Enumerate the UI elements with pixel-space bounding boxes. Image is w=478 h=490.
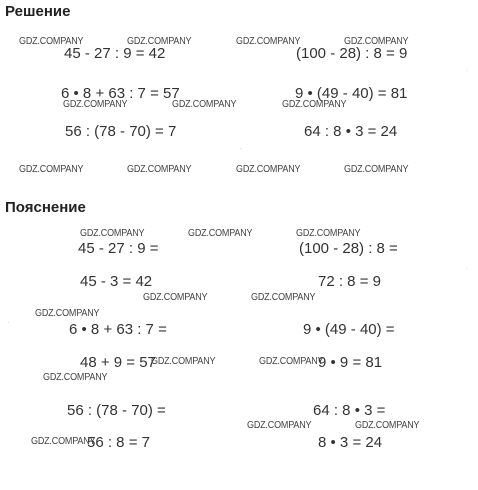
solution-equation-2: (100 - 28) : 8 = 9 [296,45,408,62]
scan-speck [466,70,467,71]
watermark-label: GDZ.COMPANY [143,292,208,303]
explanation-step-8: 9 • 9 = 81 [318,354,383,371]
solution-heading: Решение [5,3,71,20]
explanation-step-7: 48 + 9 = 57 [80,354,156,371]
explanation-step-1: 45 - 27 : 9 = [78,240,159,257]
watermark-label: GDZ.COMPANY [344,164,409,175]
scan-speck [8,322,9,323]
watermark-label: GDZ.COMPANY [247,420,312,431]
watermark-label: GDZ.COMPANY [236,36,301,47]
solution-equation-3: 6 • 8 + 63 : 7 = 57 [61,85,180,102]
watermark-label: GDZ.COMPANY [282,99,347,110]
watermark-label: GDZ.COMPANY [19,164,84,175]
watermark-label: GDZ.COMPANY [63,99,128,110]
explanation-step-11: 56 : 8 = 7 [87,434,150,451]
explanation-step-4: 72 : 8 = 9 [318,273,381,290]
explanation-step-12: 8 • 3 = 24 [318,434,383,451]
watermark-label: GDZ.COMPANY [43,372,108,383]
watermark-label: GDZ.COMPANY [35,308,100,319]
watermark-label: GDZ.COMPANY [31,436,96,447]
explanation-step-3: 45 - 3 = 42 [80,273,153,290]
explanation-step-2: (100 - 28) : 8 = [299,240,398,257]
solution-equation-5: 56 : (78 - 70) = 7 [65,123,177,140]
watermark-label: GDZ.COMPANY [80,228,145,239]
watermark-label: GDZ.COMPANY [296,228,361,239]
watermark-label: GDZ.COMPANY [344,36,409,47]
watermark-label: GDZ.COMPANY [151,356,216,367]
scan-speck [240,148,241,149]
explanation-step-6: 9 • (49 - 40) = [303,321,395,338]
solution-equation-1: 45 - 27 : 9 = 42 [64,45,166,62]
watermark-label: GDZ.COMPANY [259,356,324,367]
explanation-step-5: 6 • 8 + 63 : 7 = [69,321,167,338]
explanation-step-10: 64 : 8 • 3 = [313,402,386,419]
watermark-label: GDZ.COMPANY [19,36,84,47]
solution-equation-6: 64 : 8 • 3 = 24 [304,123,398,140]
watermark-label: GDZ.COMPANY [355,420,420,431]
watermark-label: GDZ.COMPANY [172,99,237,110]
scan-speck [466,268,467,269]
solution-equation-4: 9 • (49 - 40) = 81 [295,85,408,102]
watermark-label: GDZ.COMPANY [236,164,301,175]
explanation-step-9: 56 : (78 - 70) = [67,402,166,419]
watermark-label: GDZ.COMPANY [127,164,192,175]
watermark-label: GDZ.COMPANY [127,36,192,47]
watermark-label: GDZ.COMPANY [251,292,316,303]
explanation-heading: Пояснение [5,199,86,216]
watermark-label: GDZ.COMPANY [188,228,253,239]
